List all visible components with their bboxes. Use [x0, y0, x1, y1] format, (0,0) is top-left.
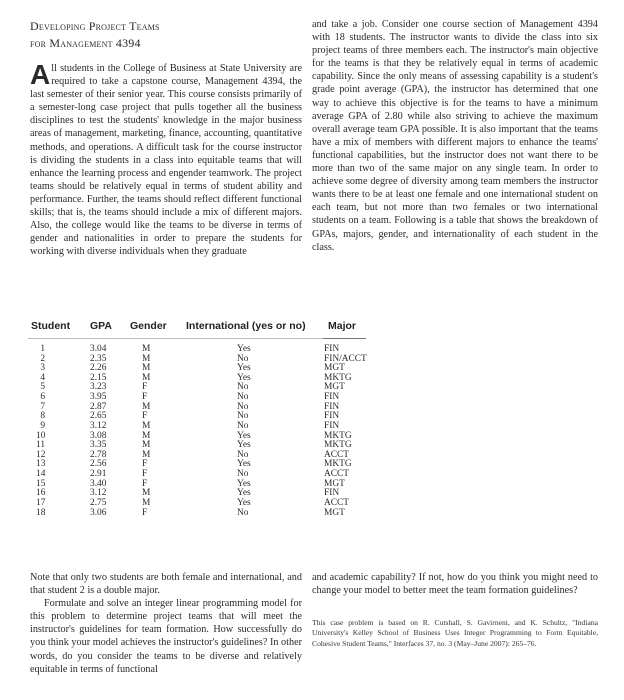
cell-student: 13 — [36, 459, 46, 470]
cell-major: ACCT — [324, 449, 350, 460]
cell-gender: M — [142, 449, 151, 460]
cell-student: 8 — [40, 411, 45, 422]
cell-major: MGT — [324, 507, 345, 518]
cell-international: No — [237, 469, 249, 480]
cell-international: Yes — [237, 363, 251, 374]
cell-international: No — [237, 401, 249, 412]
cell-gender: F — [142, 507, 148, 518]
cell-gpa: 3.04 — [90, 344, 107, 354]
cell-student: 15 — [36, 478, 46, 489]
cell-student: 6 — [40, 392, 45, 403]
cell-student: 5 — [40, 382, 45, 393]
cell-student: 7 — [40, 401, 45, 412]
cell-major: MKTG — [324, 430, 352, 441]
cell-international: No — [237, 420, 249, 431]
cell-gpa: 3.08 — [90, 430, 107, 441]
cell-gender: M — [142, 372, 151, 383]
cell-major: FIN — [324, 401, 340, 412]
cell-international: Yes — [237, 459, 251, 470]
cell-international: Yes — [237, 430, 251, 441]
cell-student: 14 — [36, 469, 46, 480]
cell-gender: M — [142, 363, 151, 374]
cell-student: 10 — [36, 430, 46, 441]
intro-text: ll students in the College of Business at State University are required to take a capstone course, Management 4394, the last semester of their senior year. This course consists primarily of a semester-long case project that pulls together all the business disciplines to test the students' knowledge in the major business areas of management, marketing, finance, accounting, quantitative methods, and operations. A difficult task for the course instructor is dividing the students in a class into equitable teams that will enhance the learning process and engender teamwork. The project teams should be relatively equal in terms of student ability and performance. Further, the teams should reflect different functional skills; that is, the teams should include a mix of different majors. Also, the college would like the teams to be diverse in terms of gender and nationalities in order to prepare the students for working with diverse individuals when they graduate — [30, 63, 302, 258]
cell-major: MKTG — [324, 459, 352, 470]
cell-gpa: 2.65 — [90, 411, 107, 422]
cell-gpa: 3.95 — [90, 392, 107, 403]
cell-gender: M — [142, 497, 151, 508]
cell-student: 2 — [40, 353, 45, 364]
cell-student: 4 — [40, 372, 45, 383]
right-column — [312, 18, 598, 254]
cell-international: No — [237, 382, 249, 393]
cell-international: Yes — [237, 344, 251, 354]
cell-major: FIN — [324, 488, 340, 499]
citation-note: This case problem is based on R. Cutshall, S. Gavirneni, and K. Schultz, "Indiana University's Kelley School of Business Uses Integer Programming to Form Equitable, Cohesive Student Teams," Interfaces 37, no. 3 (May–June 2007): 265–76. — [312, 618, 598, 648]
cell-student: 18 — [36, 507, 46, 518]
cell-gpa: 3.40 — [90, 478, 107, 489]
case-title-line2: for Management 4394 — [30, 36, 141, 50]
cell-gpa: 3.23 — [90, 382, 107, 393]
cell-student: 1 — [40, 344, 45, 354]
cell-major: MGT — [324, 478, 345, 489]
cell-international: No — [237, 449, 249, 460]
cell-international: Yes — [237, 478, 251, 489]
cell-gender: F — [142, 411, 148, 422]
student-table — [0, 316, 624, 556]
cell-major: MKTG — [324, 440, 352, 451]
left-column — [30, 18, 302, 258]
cell-gender: M — [142, 353, 151, 364]
cell-major: FIN/ACCT — [324, 353, 367, 364]
cell-gender: M — [142, 430, 151, 441]
table-header-rule-major — [323, 338, 366, 339]
cell-international: No — [237, 411, 249, 422]
cell-gpa: 2.35 — [90, 353, 107, 364]
cell-student: 17 — [36, 497, 46, 508]
task-paragraph: Formulate and solve an integer linear programming model for this problem to determine project teams that will meet the instructor's guidelines for team formation. How successfully do you think your model achieves the instructor's guidelines? In other words, do you consider the teams to be diverse and relatively equitable in terms of functional — [30, 598, 302, 675]
cell-international: Yes — [237, 488, 251, 499]
cell-gender: F — [142, 392, 148, 403]
cell-international: No — [237, 507, 249, 518]
cell-gpa: 2.56 — [90, 459, 107, 470]
cell-gpa: 3.06 — [90, 507, 107, 518]
cell-gender: M — [142, 440, 151, 451]
intro-paragraph — [30, 59, 302, 258]
cell-major: FIN — [324, 392, 340, 403]
cell-gpa: 2.75 — [90, 497, 107, 508]
cell-student: 11 — [36, 440, 46, 451]
cell-gpa: 2.15 — [90, 372, 107, 383]
cell-international: Yes — [237, 497, 251, 508]
cell-major: FIN — [324, 420, 340, 431]
case-title-line1: Developing Project Teams — [30, 19, 160, 33]
cell-gpa: 3.12 — [90, 420, 107, 431]
cell-gpa: 3.35 — [90, 440, 107, 451]
header-student: Student — [31, 320, 71, 332]
cell-gpa: 2.26 — [90, 363, 107, 374]
cell-student: 12 — [36, 449, 46, 460]
bottom-left-column — [30, 571, 302, 676]
cell-major: MGT — [324, 363, 345, 374]
cell-gender: M — [142, 488, 151, 499]
cell-gender: M — [142, 401, 151, 412]
continued-paragraph: and take a job. Consider one course section of Management 4394 with 18 students. The instructor wants to divide the class into six project teams of three members each. The instructor's main objective for the teams is that they be relatively equal in terms of academic capability. Since the only means of assessing capability is a student's grade point average (GPA), the instructor has determined that one way to achieve this objective is for the teams to have a minimum average GPA of 2.80 while also striving to achieve the maximum overall average team GPA possible. It is also important that the teams have a mix of members with different majors to enhance the teams' functional capabilities, but the instructor does not want there to be more than two of the same major on any single team. In order to achieve some degree of diversity among team members the instructor wants there to be at least one female and one international student on each team, but not more than two females or two international students on a team. Following is a table that shows the breakdown of GPAs, majors, gender, and internationality of each student in the class. — [312, 19, 598, 253]
cell-gpa: 2.91 — [90, 469, 107, 480]
header-gpa: GPA — [90, 320, 112, 332]
cell-student: 9 — [40, 420, 45, 431]
cell-major: ACCT — [324, 469, 350, 480]
cell-student: 16 — [36, 488, 46, 499]
cell-gender: F — [142, 469, 148, 480]
header-international: International (yes or no) — [186, 320, 306, 332]
cell-major: ACCT — [324, 497, 350, 508]
cell-major: FIN — [324, 344, 340, 354]
task-continued-paragraph: and academic capability? If not, how do you think you might need to change your model to better meet the team formation guidelines? — [312, 572, 598, 597]
header-gender: Gender — [130, 320, 167, 332]
cell-gpa: 2.78 — [90, 449, 107, 460]
note-paragraph: Note that only two students are both female and international, and that student 2 is a double major. — [30, 572, 302, 597]
header-major: Major — [328, 320, 357, 332]
cell-student: 3 — [40, 363, 45, 374]
cell-major: MGT — [324, 382, 345, 393]
cell-gender: F — [142, 382, 148, 393]
cell-major: MKTG — [324, 372, 352, 383]
cell-gender: F — [142, 459, 148, 470]
cell-gender: F — [142, 478, 148, 489]
cell-major: FIN — [324, 411, 340, 422]
drop-cap: A — [30, 59, 51, 90]
cell-international: No — [237, 353, 249, 364]
case-title — [30, 18, 302, 52]
cell-gpa: 2.87 — [90, 401, 107, 412]
cell-gender: M — [142, 420, 151, 431]
cell-international: Yes — [237, 372, 251, 383]
cell-gpa: 3.12 — [90, 488, 107, 499]
cell-international: Yes — [237, 440, 251, 451]
cell-gender: M — [142, 344, 151, 354]
bottom-right-column — [312, 571, 598, 649]
table-header-rule — [28, 338, 363, 339]
cell-international: No — [237, 392, 249, 403]
